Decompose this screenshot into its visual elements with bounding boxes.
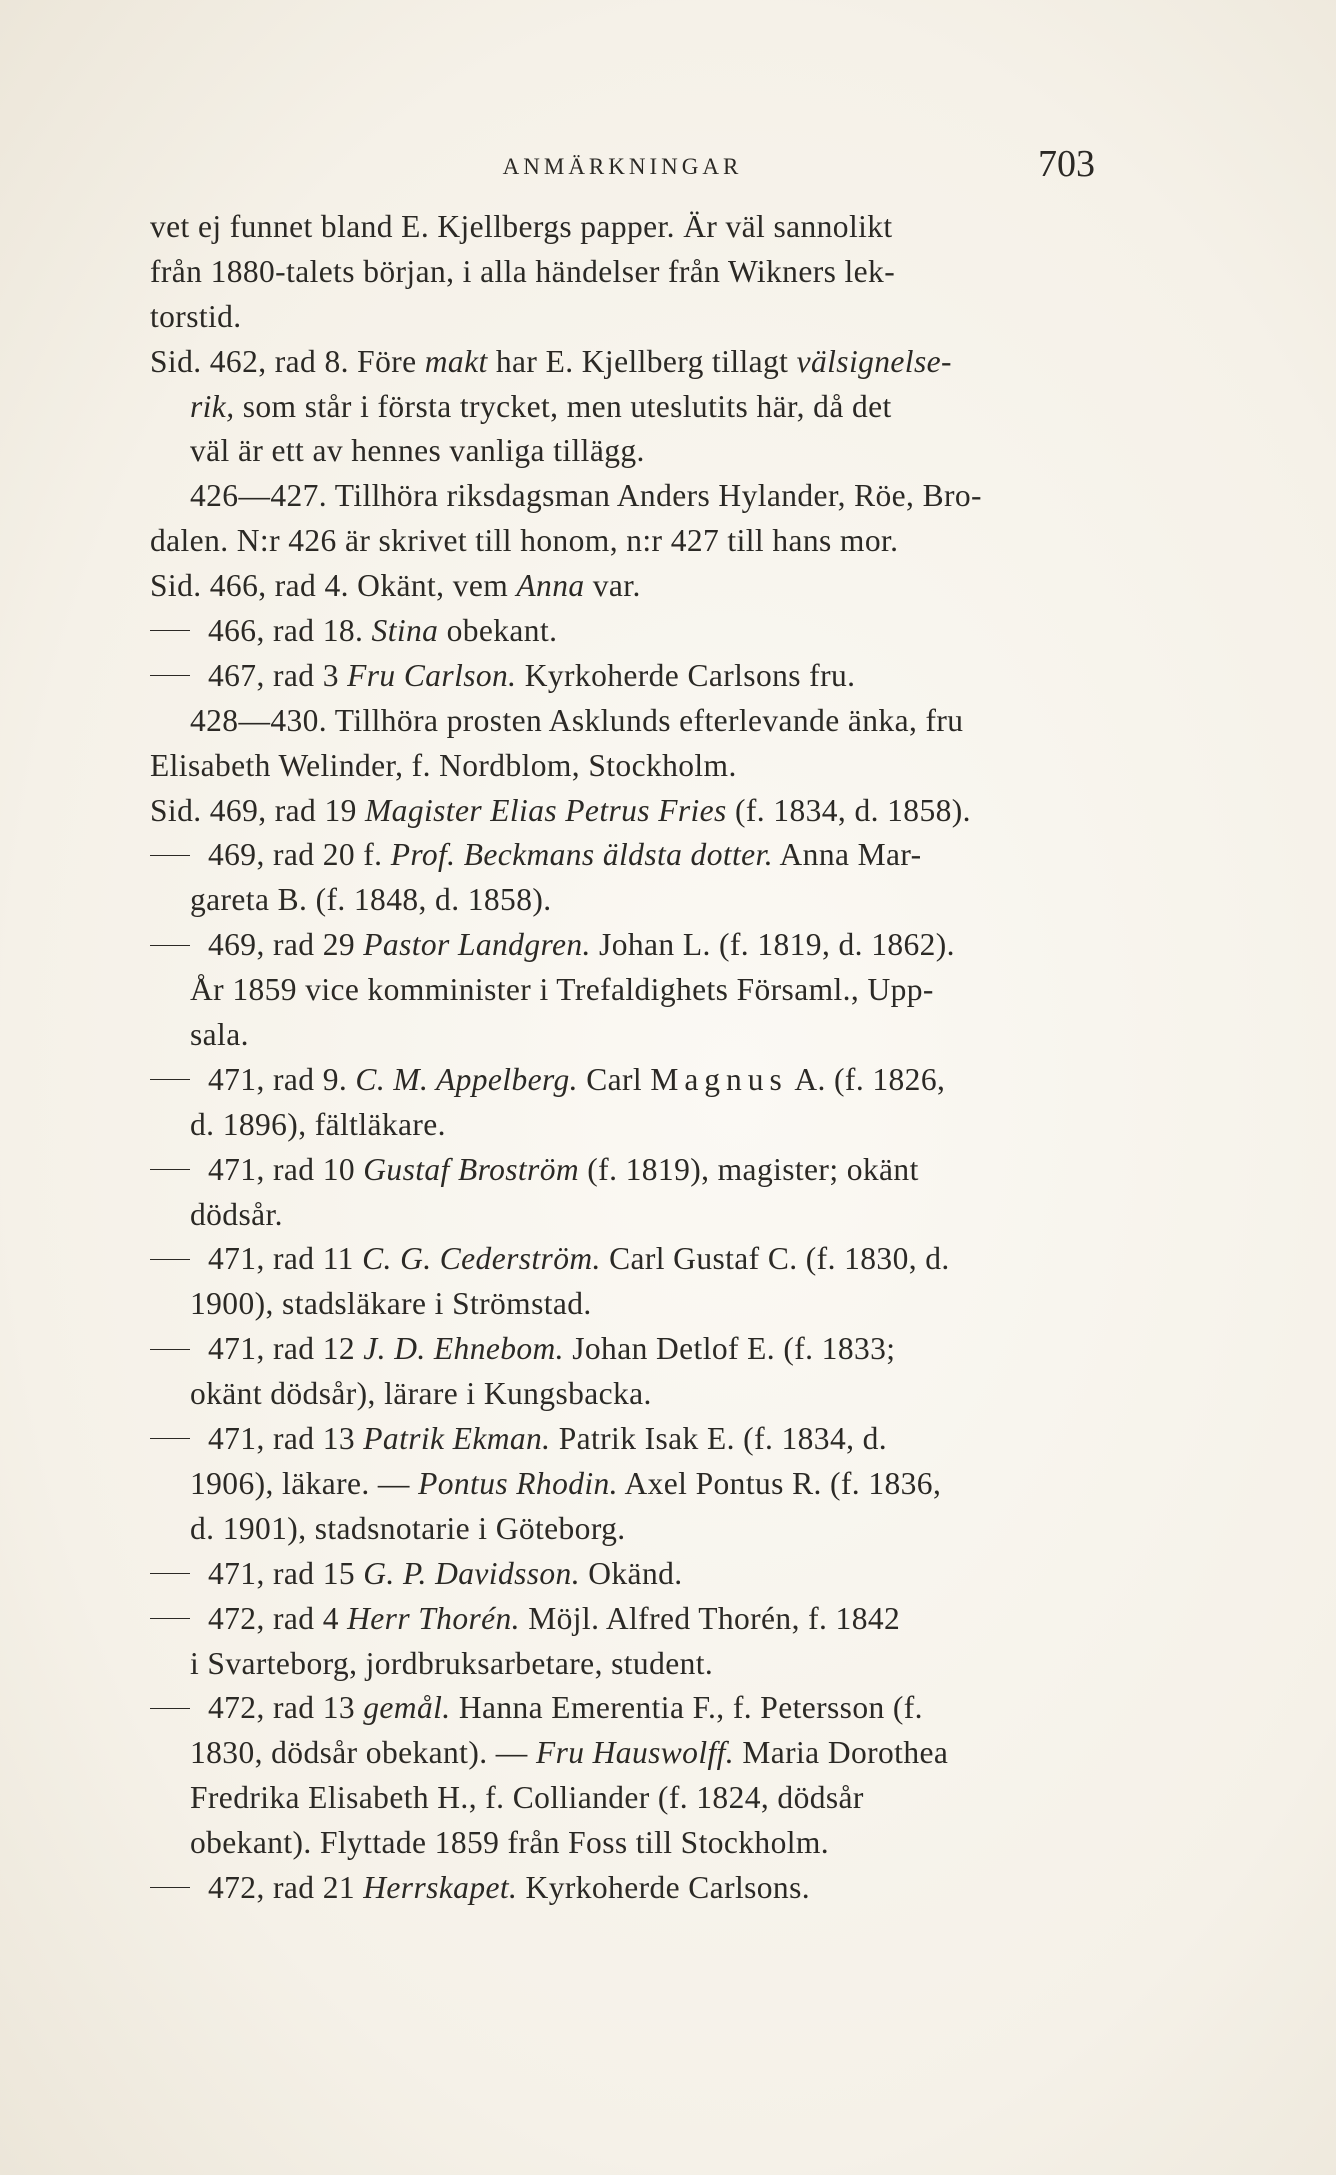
text-segment: Anna Mar- xyxy=(772,837,922,873)
text-segment: 471, rad 13 xyxy=(208,1421,364,1457)
ditto-dash xyxy=(150,1169,190,1170)
text-line xyxy=(150,1731,1095,1776)
text-segment: (f. 1819), magister; okänt xyxy=(579,1151,919,1187)
text-line xyxy=(150,295,1095,340)
text-segment: 472, rad 21 xyxy=(208,1869,364,1905)
text-line xyxy=(150,1058,1095,1103)
ditto-dash xyxy=(150,855,190,856)
italic-text: C. G. Cederström. xyxy=(362,1241,601,1277)
text-segment: torstid. xyxy=(150,298,242,334)
text-line xyxy=(150,385,1095,430)
text-segment: obekant. xyxy=(438,613,558,649)
text-segment: 471, rad 15 xyxy=(208,1555,364,1591)
ditto-dash xyxy=(150,1349,190,1350)
text-segment: 466, rad 18. xyxy=(208,613,372,649)
text-segment: (f. 1834, d. 1858). xyxy=(726,792,971,828)
text-line xyxy=(150,1103,1095,1148)
text-segment: Möjl. Alfred Thorén, f. 1842 xyxy=(519,1600,901,1636)
text-segment: Maria Dorothea xyxy=(734,1735,949,1771)
ditto-dash xyxy=(150,945,190,946)
page-header xyxy=(150,142,1095,198)
ditto-dash xyxy=(150,675,190,676)
text-segment: 467, rad 3 xyxy=(208,657,348,693)
text-segment: väl är ett av hennes vanliga tillägg. xyxy=(190,433,645,469)
text-segment: Sid. 466, rad 4. Okänt, vem xyxy=(150,568,517,604)
italic-text: Herr Thorén. xyxy=(347,1600,520,1636)
page-number: 703 xyxy=(1038,143,1095,185)
ditto-dash xyxy=(150,1438,190,1439)
text-line xyxy=(150,1327,1095,1372)
ditto-dash xyxy=(150,1887,190,1888)
text-segment: Axel Pontus R. (f. 1836, xyxy=(617,1465,942,1501)
text-segment: 469, rad 20 f. xyxy=(208,837,391,873)
text-line xyxy=(150,1148,1095,1193)
italic-text: rik, xyxy=(190,388,235,424)
italic-text: Anna xyxy=(516,568,585,604)
text-line xyxy=(150,654,1095,699)
text-line xyxy=(150,205,1095,250)
text-segment: Okänd. xyxy=(579,1555,683,1591)
text-segment: Hanna Emerentia F., f. Petersson (f. xyxy=(450,1690,923,1726)
ditto-dash xyxy=(150,1618,190,1619)
text-line xyxy=(150,564,1095,609)
text-line xyxy=(150,744,1095,789)
text-segment: Kyrkoherde Carlsons. xyxy=(517,1869,810,1905)
text-segment: 471, rad 9. xyxy=(208,1061,356,1097)
italic-text: Pontus Rhodin. xyxy=(418,1465,618,1501)
text-segment: d. 1896), fältläkare. xyxy=(190,1106,446,1142)
text-line xyxy=(150,1282,1095,1327)
text-line xyxy=(150,699,1095,744)
text-segment: var. xyxy=(584,568,641,604)
italic-text: Fru Hauswolff. xyxy=(535,1735,735,1771)
text-segment: dalen. N:r 426 är skrivet till honom, n:r 427 till hans mor. xyxy=(150,523,899,559)
italic-text: Fru Carlson. xyxy=(347,657,517,693)
italic-text: J. D. Ehnebom. xyxy=(363,1331,564,1367)
italic-text: Patrik Ekman. xyxy=(363,1421,551,1457)
text-segment: 472, rad 13 xyxy=(208,1690,364,1726)
text-line xyxy=(150,1013,1095,1058)
italic-text: Prof. Beckmans äldsta dotter. xyxy=(390,837,773,873)
text-line xyxy=(150,789,1095,834)
text-segment: i Svarteborg, jordbruksarbetare, student. xyxy=(190,1645,714,1681)
text-line xyxy=(150,1597,1095,1642)
running-head: ANMÄRKNINGAR xyxy=(502,154,743,179)
text-segment: obekant). Flyttade 1859 från Foss till Stockholm. xyxy=(190,1825,830,1861)
annotations-text xyxy=(150,205,1095,1911)
text-line xyxy=(150,1866,1095,1911)
italic-text: Pastor Landgren. xyxy=(363,927,591,963)
ditto-dash xyxy=(150,1708,190,1709)
text-line xyxy=(150,1372,1095,1417)
text-segment: 469, rad 29 xyxy=(208,927,364,963)
text-segment: Kyrkoherde Carlsons fru. xyxy=(516,657,856,693)
italic-text: gemål. xyxy=(363,1690,451,1726)
text-line xyxy=(150,1821,1095,1866)
text-segment: A. (f. 1826, xyxy=(787,1061,946,1097)
text-line xyxy=(150,878,1095,923)
text-segment: Fredrika Elisabeth H., f. Colliander (f. 1824, dödsår xyxy=(190,1780,864,1816)
text-line xyxy=(150,1237,1095,1282)
text-segment: gareta B. (f. 1848, d. 1858). xyxy=(190,882,552,918)
text-line xyxy=(150,923,1095,968)
text-segment: 471, rad 11 xyxy=(208,1241,363,1277)
text-segment: Sid. 462, rad 8. Före xyxy=(150,343,425,379)
text-segment: 471, rad 10 xyxy=(208,1151,364,1187)
text-segment: 472, rad 4 xyxy=(208,1600,348,1636)
text-segment: vet ej funnet bland E. Kjellbergs papper. Är väl sannolikt xyxy=(150,209,893,244)
text-segment: har E. Kjellberg tillagt xyxy=(487,343,797,379)
text-segment: Magnus xyxy=(650,1061,788,1097)
text-segment: som står i första trycket, men uteslutits här, då det xyxy=(234,388,892,424)
text-line xyxy=(150,474,1095,519)
text-line xyxy=(150,968,1095,1013)
text-segment: Johan L. (f. 1819, d. 1862). xyxy=(590,927,955,963)
text-segment: d. 1901), stadsnotarie i Göteborg. xyxy=(190,1510,626,1546)
italic-text: G. P. Davidsson. xyxy=(363,1555,580,1591)
text-line xyxy=(150,1776,1095,1821)
text-segment: Sid. 469, rad 19 xyxy=(150,792,366,828)
text-line xyxy=(150,1507,1095,1552)
text-line xyxy=(150,833,1095,878)
text-segment: 1830, dödsår obekant). — xyxy=(190,1735,536,1771)
italic-text: C. M. Appelberg. xyxy=(355,1061,578,1097)
text-line xyxy=(150,429,1095,474)
text-line xyxy=(150,1552,1095,1597)
text-line xyxy=(150,1686,1095,1731)
text-line xyxy=(150,1193,1095,1238)
ditto-dash xyxy=(150,1259,190,1260)
text-segment: sala. xyxy=(190,1017,249,1053)
text-line xyxy=(150,1642,1095,1687)
italic-text: Herrskapet. xyxy=(363,1869,518,1905)
text-line xyxy=(150,1417,1095,1462)
text-line xyxy=(150,519,1095,564)
italic-text: Stina xyxy=(371,613,439,649)
ditto-dash xyxy=(150,1573,190,1574)
ditto-dash xyxy=(150,1079,190,1080)
italic-text: makt xyxy=(424,343,488,379)
text-segment: Elisabeth Welinder, f. Nordblom, Stockholm. xyxy=(150,747,737,783)
text-segment: 1906), läkare. — xyxy=(190,1465,419,1501)
italic-text: Magister Elias Petrus Fries xyxy=(365,792,727,828)
text-segment: 426—427. Tillhöra riksdagsman Anders Hylander, Röe, Bro- xyxy=(190,478,982,514)
ditto-dash xyxy=(150,630,190,631)
text-segment: 1900), stadsläkare i Strömstad. xyxy=(190,1286,592,1322)
text-segment: 471, rad 12 xyxy=(208,1331,364,1367)
text-segment: Johan Detlof E. (f. 1833; xyxy=(563,1331,896,1367)
text-segment: dödsår. xyxy=(190,1196,283,1232)
italic-text: Gustaf Broström xyxy=(363,1151,580,1187)
text-segment: Carl xyxy=(577,1061,651,1097)
text-line xyxy=(150,340,1095,385)
text-line xyxy=(150,250,1095,295)
text-line xyxy=(150,609,1095,654)
italic-text: välsignelse- xyxy=(796,343,952,379)
text-segment: Carl Gustaf C. (f. 1830, d. xyxy=(600,1241,950,1277)
text-line xyxy=(150,1462,1095,1507)
text-segment: 428—430. Tillhöra prosten Asklunds efterlevande änka, fru xyxy=(190,702,964,738)
text-segment: År 1859 vice komminister i Trefaldighets Församl., Upp- xyxy=(190,972,934,1008)
text-segment: Patrik Isak E. (f. 1834, d. xyxy=(550,1421,888,1457)
text-segment: okänt dödsår), lärare i Kungsbacka. xyxy=(190,1376,652,1412)
text-segment: från 1880-talets början, i alla händelser från Wikners lek- xyxy=(150,253,896,289)
